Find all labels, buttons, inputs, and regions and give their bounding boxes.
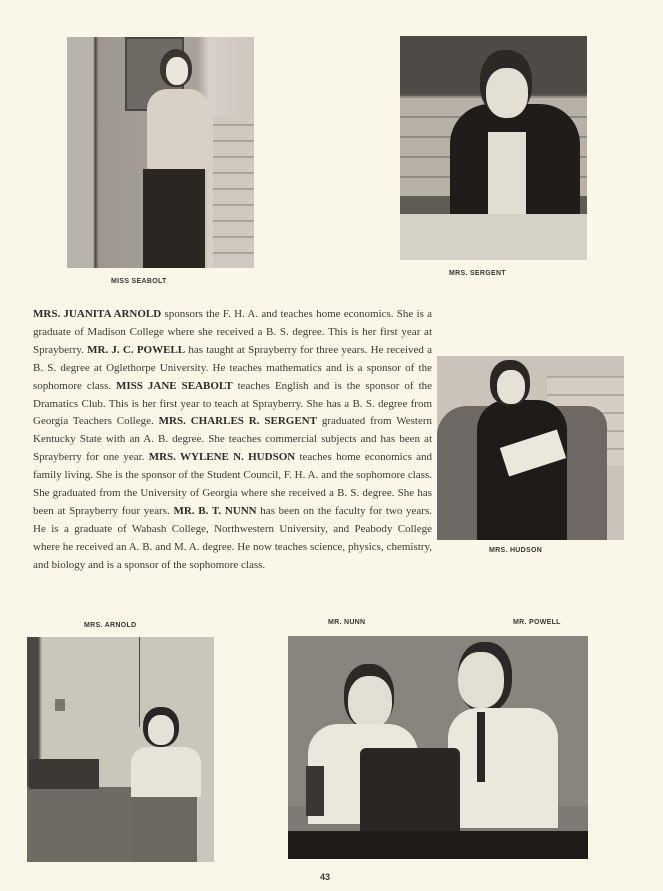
desk: [400, 214, 587, 260]
caption-miss-seabolt: MISS SEABOLT: [111, 278, 167, 285]
figure-face: [486, 68, 528, 118]
powell-shirt: [448, 708, 558, 828]
microscope: [306, 766, 324, 816]
powell-tie: [477, 712, 485, 782]
bio-text-nunn: has been on the faculty for two years. He is a graduate of Wabash College, Northwestern University, and Peabody College where he received an A. B. and M. A. degree. He now teaches science, physics, chemistry, and biology and is a sponsor of the sophomore class.: [33, 504, 432, 571]
nunn-face: [348, 676, 392, 728]
caption-mrs-hudson: MRS. HUDSON: [489, 547, 543, 554]
bio-name-sergent: MRS. CHARLES R. SERGENT: [158, 415, 317, 428]
figure-sweater: [147, 89, 209, 171]
page-number: 43: [320, 872, 331, 882]
bio-name-powell: MR. J. C. POWELL: [87, 343, 186, 356]
faculty-biographies: [33, 306, 432, 575]
powell-face: [458, 652, 504, 708]
caption-mr-powell: MR. POWELL: [513, 619, 561, 626]
caption-mrs-arnold: MRS. ARNOLD: [84, 622, 137, 629]
bio-text-sergent: graduated from Western Kentucky State with an A. B. degree. She teaches commercial subjects and has been at Sprayberry for one year.: [33, 415, 432, 464]
bio-name-hudson: MRS. WYLENE N. HUDSON: [148, 451, 296, 464]
photo-mrs-arnold: [27, 637, 214, 862]
lab-equipment: [360, 748, 460, 838]
photo-miss-seabolt: [67, 37, 254, 268]
desk-items: [29, 759, 99, 789]
caption-mrs-sergent: MRS. SERGENT: [449, 270, 506, 277]
bio-name-seabolt: MISS JANE SEABOLT: [116, 379, 233, 392]
photo-mrs-sergent: [400, 36, 587, 260]
photo-mrs-hudson: [437, 356, 624, 540]
figure-skirt: [131, 797, 197, 862]
lab-table: [288, 831, 588, 859]
bio-name-arnold: MRS. JUANITA ARNOLD: [33, 308, 162, 320]
wall-cord: [139, 637, 140, 727]
figure-skirt: [143, 169, 205, 268]
brick-wall: [213, 117, 254, 268]
bio-name-nunn: MR. B. T. NUNN: [173, 504, 257, 517]
bio-text-arnold: sponsors the F. H. A. and teaches home economics. She is a graduate of Madison College where she received a B. S. degree. This is her first year at Sprayberry.: [33, 308, 432, 356]
figure-face: [148, 715, 174, 745]
figure-face: [497, 370, 525, 404]
caption-mr-nunn: MR. NUNN: [328, 619, 366, 626]
photo-mr-nunn-mr-powell: [288, 636, 588, 859]
desk: [27, 787, 142, 862]
bio-text-powell: has taught at Sprayberry for three years. He received a B. S. degree at Oglethorpe University. He teaches mathematics and is a sponsor of the sophomore class.: [33, 343, 432, 392]
figure-blouse: [131, 747, 201, 797]
blouse: [488, 132, 526, 214]
bio-text-hudson: teaches home economics and family living. She is the sponsor of the Student Council, F. H. A. and the sophomore class. She graduated from the University of Georgia where she received a B. S. degree. She has been at Sprayberry four years.: [33, 451, 433, 517]
wall-outlet: [55, 699, 65, 711]
bio-text-seabolt: teaches English and is the sponsor of the Dramatics Club. This is her first year to teach at Sprayberry. She has a B. S. degree from Georgia Teachers College.: [33, 379, 433, 428]
figure-face: [166, 57, 188, 85]
